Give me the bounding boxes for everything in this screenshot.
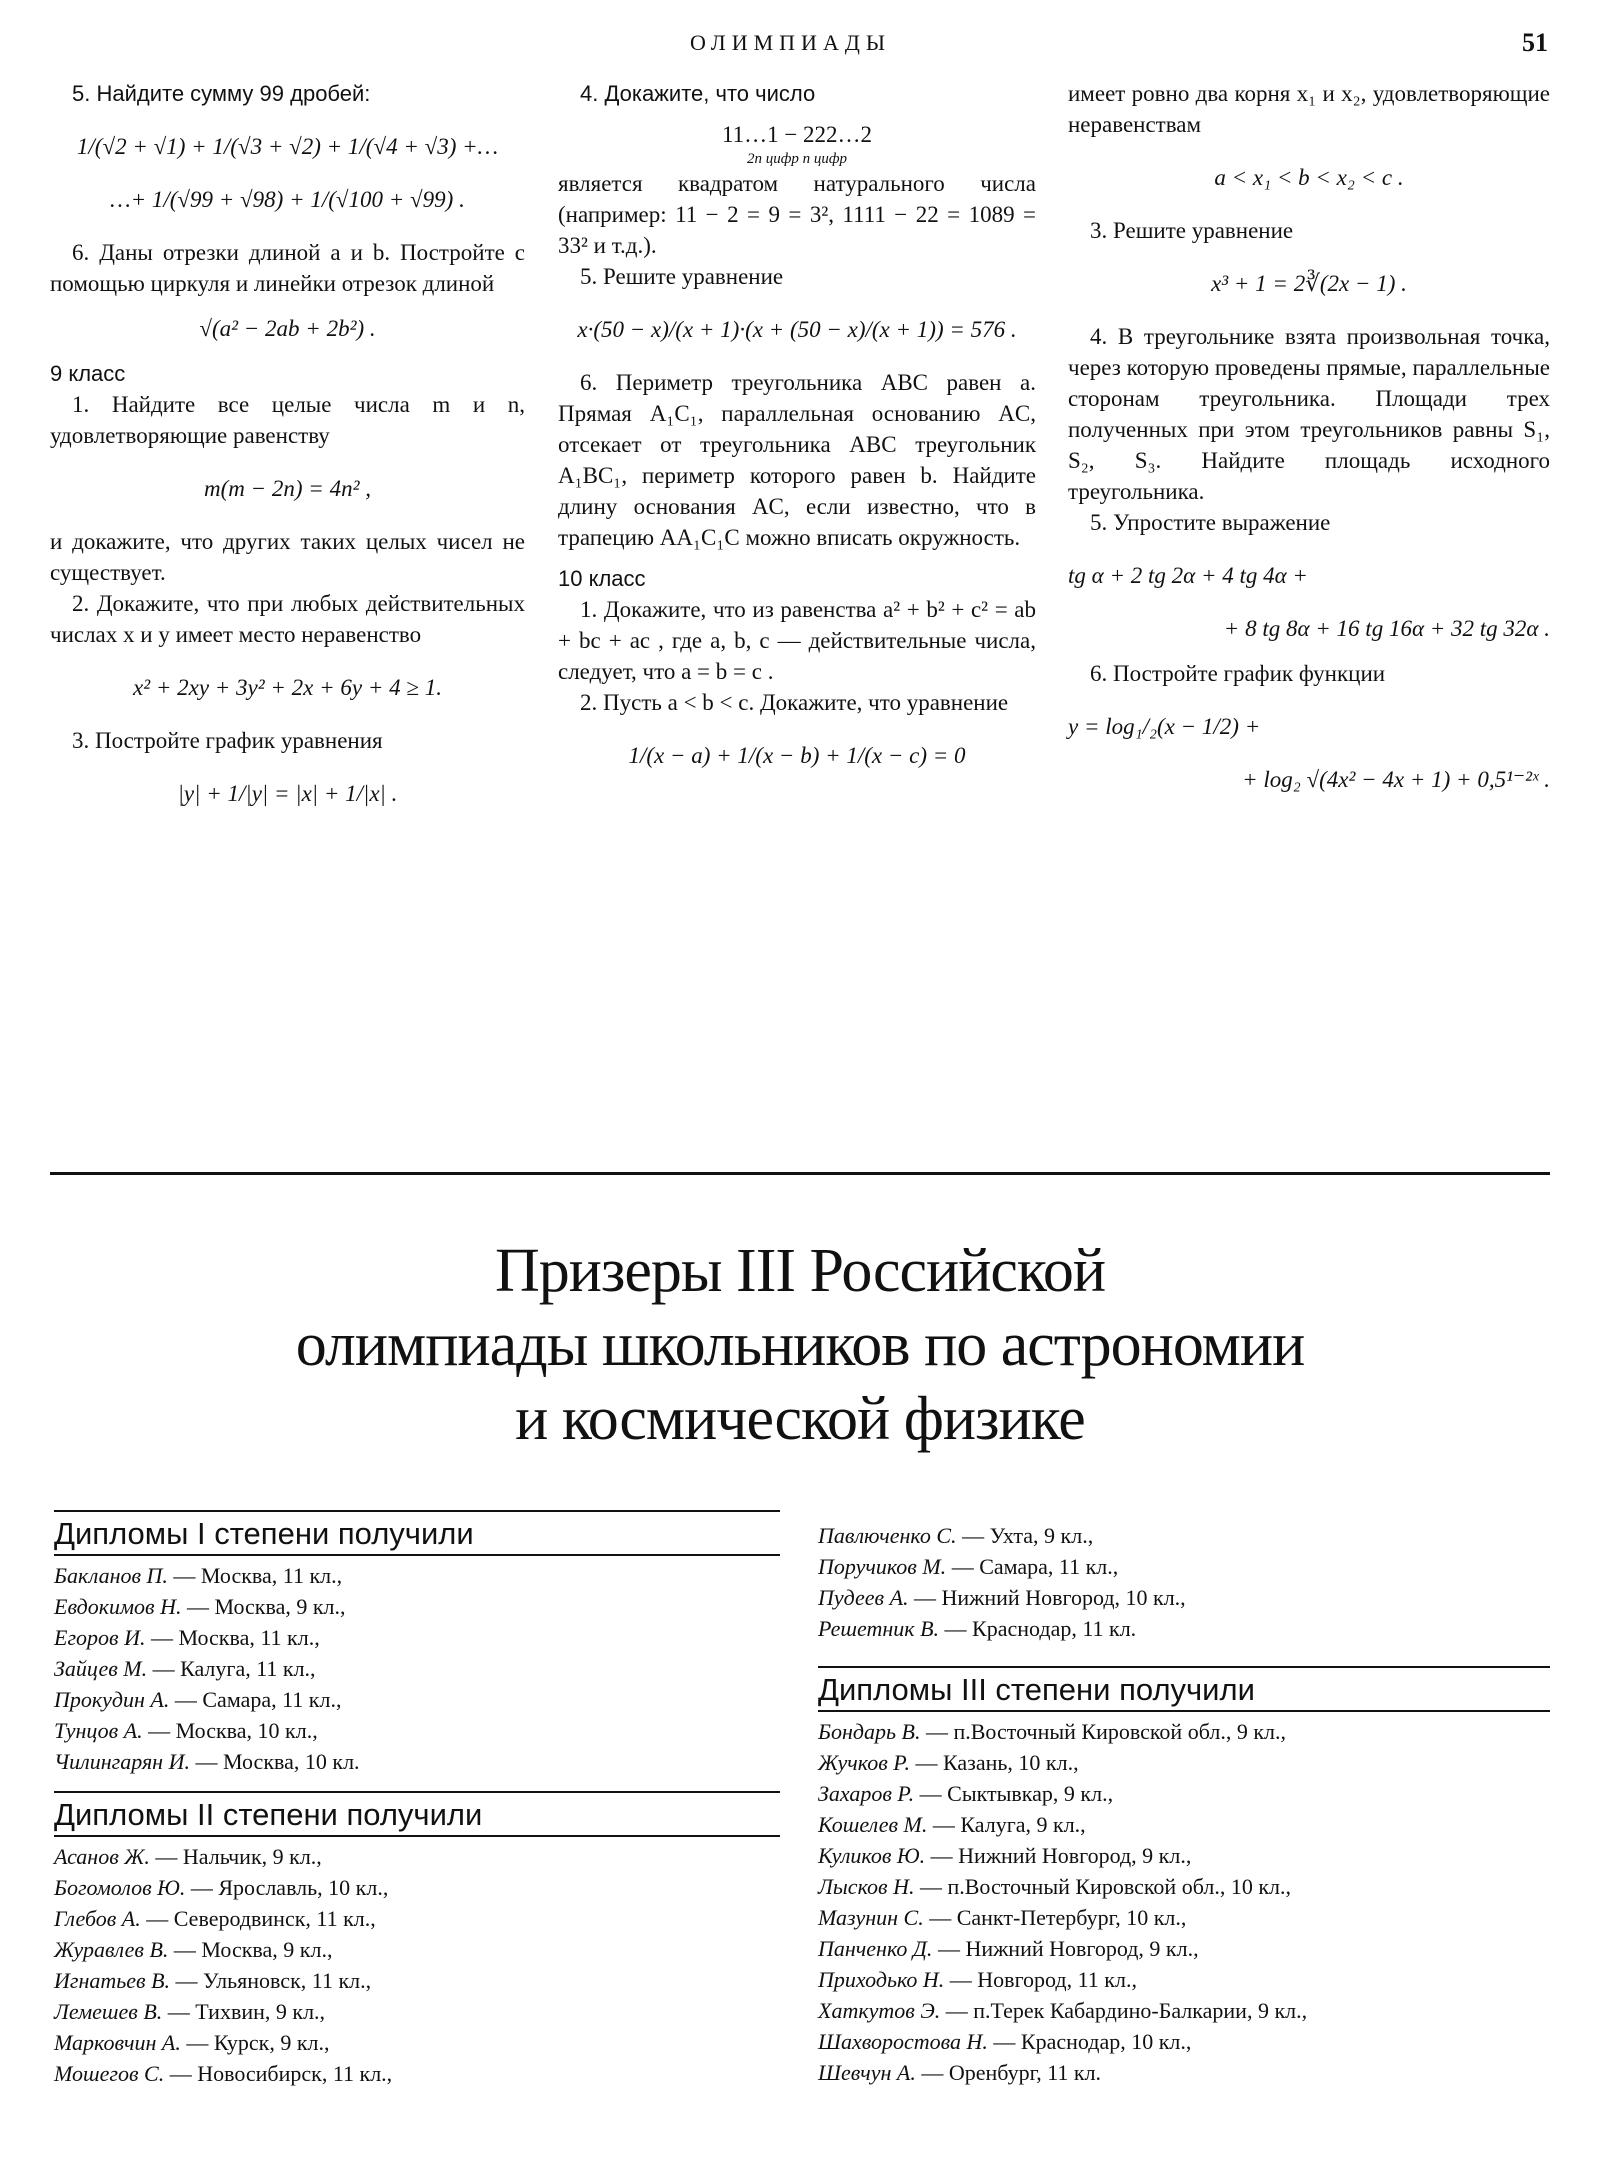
winner-info: — Северодвинск, 11 кл., (140, 1906, 376, 1931)
winner-name: Поручиков М. (818, 1554, 947, 1579)
winner-info: — Краснодар, 11 кл. (939, 1616, 1137, 1641)
winner-info: — Санкт-Петербург, 10 кл., (923, 1905, 1187, 1930)
winner-info: — п.Восточный Кировской обл., 9 кл., (920, 1719, 1286, 1744)
winner-info: — Тихвин, 9 кл., (162, 1999, 326, 2024)
prize-list-left (54, 1510, 780, 2089)
formula: x² + 2xy + 3y² + 2x + 6y + 4 ≥ 1. (132, 675, 443, 700)
winner-info: — п.Восточный Кировской обл., 10 кл., (914, 1874, 1291, 1899)
winner-entry (54, 2027, 780, 2058)
winner-entry (818, 1840, 1550, 1871)
winner-entry (818, 1995, 1550, 2026)
winner-name: Шахворостова Н. (818, 2029, 988, 2054)
winner-info: — Москва, 10 кл. (190, 1749, 360, 1774)
winner-name: Зайцев М. (54, 1656, 148, 1681)
winner-name: Бондарь В. (818, 1719, 921, 1744)
winner-info: — Нижний Новгород, 10 кл., (908, 1585, 1186, 1610)
winner-entry (818, 1551, 1550, 1582)
winner-info: — Самара, 11 кл., (169, 1687, 342, 1712)
winner-entry (818, 1520, 1550, 1551)
winner-entry (54, 1903, 780, 1934)
article-title (150, 1234, 1450, 1456)
problem-text: 3. Постройте график уравнения (72, 728, 383, 753)
winner-info: — Москва, 9 кл., (181, 1594, 346, 1619)
problem-text: 2. Докажите, что при любых действительных числах x и y имеет место неравенство (50, 591, 525, 647)
winner-info: — Москва, 10 кл., (142, 1718, 318, 1743)
formula: a < x₁ < b < x₂ < c . (1214, 165, 1404, 190)
page-number: 51 (1522, 28, 1548, 57)
problem-text: и докажите, что других таких целых чисел не существует. (50, 529, 525, 585)
formula: + 8 tg 8α + 16 tg 16α + 32 tg 32α . (1223, 616, 1550, 641)
winner-entry (818, 1933, 1550, 1964)
problem-text: 3. Решите уравнение (1090, 218, 1294, 243)
winner-name: Жучков Р. (818, 1750, 910, 1775)
winner-entry (818, 2026, 1550, 2057)
winner-info: — Новосибирск, 11 кл., (164, 2061, 393, 2086)
formula-subscript: 2n цифр n цифр (746, 151, 848, 167)
winner-entry (54, 1560, 780, 1591)
winner-name: Евдокимов Н. (54, 1594, 182, 1619)
problem-text: 5. Решите уравнение (580, 264, 784, 289)
winner-entry (818, 1582, 1550, 1613)
winner-entry (54, 1622, 780, 1653)
winner-entry (54, 1872, 780, 1903)
winner-info: — Калуга, 9 кл., (927, 1812, 1086, 1837)
diplomas-1-heading: Дипломы I степени получили (54, 1510, 780, 1556)
winner-info: — Казань, 10 кл., (910, 1750, 1079, 1775)
winner-entry (54, 1965, 780, 1996)
winner-info: — Ульяновск, 11 кл., (170, 1968, 372, 1993)
winner-entry (54, 1934, 780, 1965)
problem-text: 5. Упростите выражение (1090, 510, 1331, 535)
winner-name: Панченко Д. (818, 1936, 933, 1961)
winner-info: — Новгород, 11 кл., (944, 1967, 1137, 1992)
winner-entry (818, 1809, 1550, 1840)
winner-name: Лемешев В. (54, 1999, 163, 2024)
winner-name: Журавлев В. (54, 1937, 169, 1962)
winner-entry (54, 1653, 780, 1684)
winner-entry (818, 1871, 1550, 1902)
problem-text: 5. Найдите сумму 99 дробей: (72, 81, 371, 106)
winner-info: — Нижний Новгород, 9 кл., (932, 1936, 1199, 1961)
winner-entry (818, 1964, 1550, 1995)
winner-entry (818, 1778, 1550, 1809)
section-divider (50, 1172, 1550, 1175)
winner-entry (818, 1747, 1550, 1778)
winner-info: — Москва, 11 кл., (167, 1563, 343, 1588)
winner-entry (818, 1613, 1550, 1644)
formula: …+ 1/(√99 + √98) + 1/(√100 + √99) . (110, 187, 465, 212)
running-head: ОЛИМПИАДЫ (690, 30, 892, 55)
formula: tg α + 2 tg 2α + 4 tg 4α + (1068, 563, 1308, 588)
winner-info: — Краснодар, 10 кл., (987, 2029, 1192, 2054)
winner-name: Павлюченко С. (818, 1523, 957, 1548)
formula: |y| + 1/|y| = |x| + 1/|x| . (177, 781, 398, 806)
diplomas-3-heading: Дипломы III степени получили (818, 1666, 1550, 1712)
formula: 1/(x − a) + 1/(x − b) + 1/(x − c) = 0 (628, 743, 966, 768)
winner-entry (818, 1902, 1550, 1933)
grade-heading: 9 класс (50, 361, 126, 386)
formula: x³ + 1 = 2∛(2x − 1) . (1211, 271, 1407, 296)
winner-name: Егоров И. (54, 1625, 146, 1650)
problem-text: 6. Периметр треугольника ABC равен a. Прямая A₁C₁, параллельная основанию AC, отсекает от треугольника ABC треугольник A₁BC₁, периметр которого равен b. Найдите длину основания AC, если известно, что в трапецию AA₁C₁C можно вписать окружность. (558, 370, 1036, 550)
column-1 (50, 78, 525, 831)
winner-name: Пудеев А. (818, 1585, 909, 1610)
winner-info: — Курск, 9 кл., (180, 2030, 330, 2055)
winner-name: Мошегов С. (54, 2061, 165, 2086)
winner-name: Шевчун А. (818, 2060, 916, 2085)
title-line: олимпиады школьников по астрономии (295, 1311, 1305, 1379)
winner-name: Марковчин А. (54, 2030, 181, 2055)
winner-name: Бакланов П. (54, 1563, 168, 1588)
winner-name: Игнатьев В. (54, 1968, 171, 1993)
problem-text: 6. Даны отрезки длиной a и b. Постройте с помощью циркуля и линейки отрезок длиной (50, 240, 525, 296)
title-line: Призеры III Российской (494, 1237, 1106, 1305)
formula: x·(50 − x)/(x + 1)·(x + (50 − x)/(x + 1)) = 576 . (577, 317, 1017, 342)
winner-name: Тунцов А. (54, 1718, 143, 1743)
winner-entry (54, 1746, 780, 1777)
winner-info: — Нижний Новгород, 9 кл., (925, 1843, 1192, 1868)
winner-name: Захаров Р. (818, 1781, 915, 1806)
problem-text: 4. Докажите, что число (580, 81, 816, 106)
column-3 (1068, 78, 1550, 809)
winner-entry (818, 2057, 1550, 2088)
winner-entry (54, 1996, 780, 2027)
winner-name: Глебов А. (54, 1906, 141, 1931)
winner-name: Приходько Н. (818, 1967, 945, 1992)
winner-entry (54, 1684, 780, 1715)
problem-text: 2. Пусть a < b < c. Докажите, что уравнение (580, 690, 1009, 715)
winner-info: — Ярославль, 10 кл., (185, 1875, 389, 1900)
problem-text: 1. Докажите, что из равенства a² + b² + c² = ab + bc + ac , где a, b, c — действительные числа, следует, что a = b = c . (558, 597, 1036, 684)
winner-info: — Москва, 9 кл., (168, 1937, 333, 1962)
winner-name: Хаткутов Э. (818, 1998, 941, 2023)
winner-info: — Москва, 11 кл., (145, 1625, 320, 1650)
winner-name: Кошелев М. (818, 1812, 928, 1837)
prize-list-right (818, 1520, 1550, 2088)
title-line: и космической физике (515, 1385, 1085, 1453)
winner-entry (54, 1591, 780, 1622)
problem-text: имеет ровно два корня x₁ и x₂, удовлетворяющие неравенствам (1068, 81, 1550, 137)
winner-entry (54, 1841, 780, 1872)
winner-info: — Ухта, 9 кл., (956, 1523, 1094, 1548)
winner-info: — Оренбург, 11 кл. (915, 2060, 1102, 2085)
winner-info: — Сыктывкар, 9 кл., (914, 1781, 1114, 1806)
winner-entry (818, 1716, 1550, 1747)
formula: + log₂ √(4x² − 4x + 1) + 0,5¹⁻²ˣ . (1242, 767, 1550, 792)
formula: 11…1 − 222…2 (721, 122, 873, 147)
formula: √(a² − 2ab + 2b²) . (199, 316, 376, 341)
winner-name: Асанов Ж. (54, 1844, 150, 1869)
winner-name: Решетник В. (818, 1616, 940, 1641)
winner-name: Чилингарян И. (54, 1749, 190, 1774)
formula: m(m − 2n) = 4n² , (204, 476, 371, 501)
winner-name: Лысков Н. (818, 1874, 915, 1899)
problem-text: 1. Найдите все целые числа m и n, удовлетворяющие равенству (50, 392, 525, 448)
formula: y = log₁/₂(x − 1/2) + (1068, 714, 1261, 739)
winner-info: — Самара, 11 кл., (946, 1554, 1119, 1579)
problem-text: является квадратом натурального числа (например: 11 − 2 = 9 = 3², 1111 − 22 = 1089 = 33² и т.д.). (558, 171, 1036, 258)
winner-name: Прокудин А. (54, 1687, 170, 1712)
winner-entry (54, 2058, 780, 2089)
column-2 (558, 78, 1036, 793)
diplomas-2-heading: Дипломы II степени получили (54, 1791, 780, 1837)
problem-text: 6. Постройте график функции (1090, 661, 1386, 686)
winner-info: — Нальчик, 9 кл., (149, 1844, 322, 1869)
winner-name: Мазунин С. (818, 1905, 924, 1930)
grade-heading: 10 класс (558, 566, 646, 591)
winner-info: — Калуга, 11 кл., (147, 1656, 316, 1681)
problem-text: 4. В треугольнике взята произвольная точка, через которую проведены прямые, параллельные сторонам треугольника. Площади трех полученных при этом треугольников равны S₁, S₂, S₃. Найдите площадь исходного треугольника. (1068, 324, 1550, 504)
winner-name: Куликов Ю. (818, 1843, 926, 1868)
formula: 1/(√2 + √1) + 1/(√3 + √2) + 1/(√4 + √3) +… (76, 134, 499, 159)
winner-name: Богомолов Ю. (54, 1875, 186, 1900)
winner-entry (54, 1715, 780, 1746)
winner-info: — п.Терек Кабардино-Балкарии, 9 кл., (940, 1998, 1308, 2023)
